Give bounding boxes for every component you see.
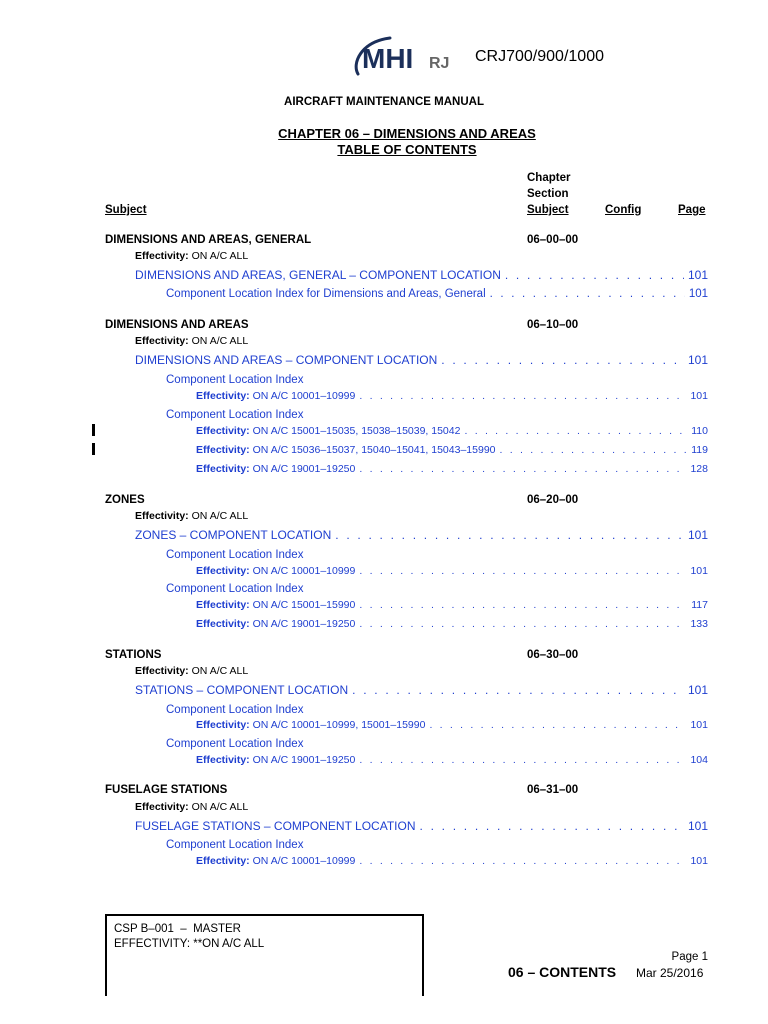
section-title: FUSELAGE STATIONS (105, 784, 228, 796)
section-effectivity: Effectivity: ON A/C ALL (135, 510, 249, 522)
section-title: DIMENSIONS AND AREAS, GENERAL (105, 234, 312, 246)
footer-date: Mar 25/2016 (636, 966, 704, 980)
toc-effectivity-entry[interactable]: Effectivity: ON A/C 19001–19250 . . . 133 (196, 618, 708, 630)
col-chapter: Chapter (527, 172, 571, 184)
section-code: 06–20–00 (527, 494, 579, 506)
toc-effectivity-entry[interactable]: Effectivity: ON A/C 15036–15037, 15040–15041, 15043–15990 . . . 119 (196, 444, 708, 456)
section-code: 06–30–00 (527, 649, 579, 661)
toc-entry[interactable]: FUSELAGE STATIONS – COMPONENT LOCATION . . . 101 (135, 819, 708, 833)
page-number: Page 1 (671, 951, 708, 963)
section-code: 06–00–00 (527, 234, 579, 246)
col-chapter-subject: Subject (527, 204, 569, 216)
section-title: STATIONS (105, 649, 162, 661)
footer-effectivity: EFFECTIVITY: **ON A/C ALL (114, 938, 265, 950)
col-config: Config (605, 204, 642, 216)
toc-entry[interactable]: STATIONS – COMPONENT LOCATION . . . 101 (135, 683, 708, 697)
toc-effectivity-entry[interactable]: Effectivity: ON A/C 10001–10999, 15001–15990 . . . 101 (196, 719, 708, 731)
toc-effectivity-entry[interactable]: Effectivity: ON A/C 10001–10999 . . . 101 (196, 390, 708, 402)
section-effectivity: Effectivity: ON A/C ALL (135, 335, 249, 347)
toc-effectivity-entry[interactable]: Effectivity: ON A/C 10001–10999 . . . 101 (196, 855, 708, 867)
footer-contents: 06 – CONTENTS (508, 964, 617, 980)
toc-effectivity-entry[interactable]: Effectivity: ON A/C 19001–19250 . . . 128 (196, 463, 708, 475)
toc-subheading[interactable]: Component Location Index (166, 738, 304, 750)
section-effectivity: Effectivity: ON A/C ALL (135, 250, 249, 262)
section-title: DIMENSIONS AND AREAS (105, 319, 249, 331)
toc-entry[interactable]: Component Location Index for Dimensions and Areas, General . . . 101 (166, 288, 708, 300)
chapter-title: CHAPTER 06 – DIMENSIONS AND AREAS (278, 126, 536, 141)
toc-subheading[interactable]: Component Location Index (166, 839, 304, 851)
manual-title: AIRCRAFT MAINTENANCE MANUAL (284, 96, 484, 108)
col-page: Page (678, 204, 706, 216)
logo-sub-text: RJ (429, 55, 450, 72)
col-section: Section (527, 188, 569, 200)
col-subject: Subject (105, 204, 147, 216)
toc-subheading[interactable]: Component Location Index (166, 374, 304, 386)
toc-entry[interactable]: DIMENSIONS AND AREAS – COMPONENT LOCATION . . . 101 (135, 353, 708, 367)
toc-subheading[interactable]: Component Location Index (166, 409, 304, 421)
section-code: 06–10–00 (527, 319, 579, 331)
change-bar (92, 443, 95, 455)
section-effectivity: Effectivity: ON A/C ALL (135, 665, 249, 677)
toc-entry[interactable]: DIMENSIONS AND AREAS, GENERAL – COMPONENT LOCATION . . . 101 (135, 268, 708, 282)
footer-csp: CSP B–001 – MASTER (114, 923, 241, 935)
logo-main-text: MHI (362, 43, 414, 74)
section-code: 06–31–00 (527, 784, 579, 796)
toc-effectivity-entry[interactable]: Effectivity: ON A/C 15001–15035, 15038–15039, 15042 . . . 110 (196, 425, 708, 437)
toc-effectivity-entry[interactable]: Effectivity: ON A/C 19001–19250 . . . 104 (196, 754, 708, 766)
model-designation: CRJ700/900/1000 (475, 48, 604, 65)
toc-subheading[interactable]: Component Location Index (166, 549, 304, 561)
toc-effectivity-entry[interactable]: Effectivity: ON A/C 10001–10999 . . . 101 (196, 565, 708, 577)
mhirj-logo (350, 34, 470, 80)
toc-subheading[interactable]: Component Location Index (166, 583, 304, 595)
change-bar (92, 424, 95, 436)
toc-title: TABLE OF CONTENTS (337, 142, 477, 157)
toc-entry[interactable]: ZONES – COMPONENT LOCATION . . . 101 (135, 528, 708, 542)
section-effectivity: Effectivity: ON A/C ALL (135, 801, 249, 813)
toc-subheading[interactable]: Component Location Index (166, 704, 304, 716)
section-title: ZONES (105, 494, 145, 506)
toc-effectivity-entry[interactable]: Effectivity: ON A/C 15001–15990 . . . 117 (196, 599, 708, 611)
